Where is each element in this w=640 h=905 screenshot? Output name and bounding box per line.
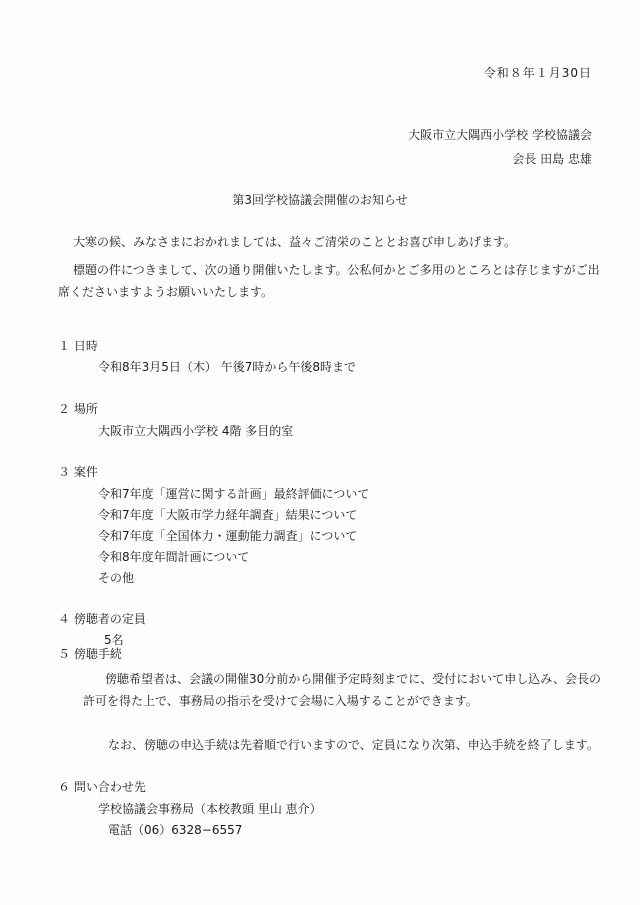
section-5-heading: ５ 傍聴手続: [58, 647, 122, 661]
document-date: 令和８年１月30日: [483, 66, 592, 80]
chair-name: 会長 田島 忠雄: [512, 152, 592, 166]
intro-paragraph-1: 大寒の候、みなさまにおかれましては、益々ご清栄のこととお喜び申しあげます。: [73, 235, 517, 249]
section-2-heading: ２ 場所: [58, 402, 98, 416]
section-6-heading: ６ 問い合わせ先: [58, 780, 146, 794]
section-5-paragraph-2: なお、傍聴の申込手続は先着順で行いますので、定員になり次第、申込手続を終了します。: [108, 738, 599, 752]
section-3-heading: ３ 案件: [58, 465, 98, 479]
organization-name: 大阪市立大隅西小学校 学校協議会: [408, 128, 592, 142]
section-4-capacity: 5名: [104, 633, 124, 647]
agenda-item: 令和7年度「運営に関する計画」最終評価について: [98, 487, 370, 501]
contact-phone: 電話（06）6328−6557: [108, 823, 243, 837]
section-2-location: 大阪市立大隅西小学校 4階 多目的室: [98, 424, 294, 438]
section-1-datetime: 令和8年3月5日（木） 午後7時から午後8時まで: [98, 360, 356, 374]
intro-paragraph-2: 標題の件につきまして、次の通り開催いたします。公私何かとご多用のところとは存じますがご出席くださいますようお願いいたします。: [58, 263, 600, 299]
section-4-heading: ４ 傍聴者の定員: [58, 612, 146, 626]
agenda-item: 令和7年度「全国体力・運動能力調査」について: [98, 529, 358, 543]
section-5-paragraph-1: 傍聴希望者は、会議の開催30分前から開催予定時刻までに、受付において申し込み、会長の許可を得た上で、事務局の指示を受けて会場に入場することができます。: [83, 672, 601, 708]
agenda-item: 令和8年度年間計画について: [98, 550, 250, 564]
agenda-item: その他: [98, 571, 135, 585]
agenda-item: 令和7年度「大阪市学力経年調査」結果について: [98, 508, 358, 522]
contact-office: 学校協議会事務局（本校教頭 里山 恵介）: [98, 802, 322, 816]
section-1-heading: １ 日時: [58, 339, 98, 353]
document-title: 第3回学校協議会開催のお知らせ: [232, 193, 408, 207]
